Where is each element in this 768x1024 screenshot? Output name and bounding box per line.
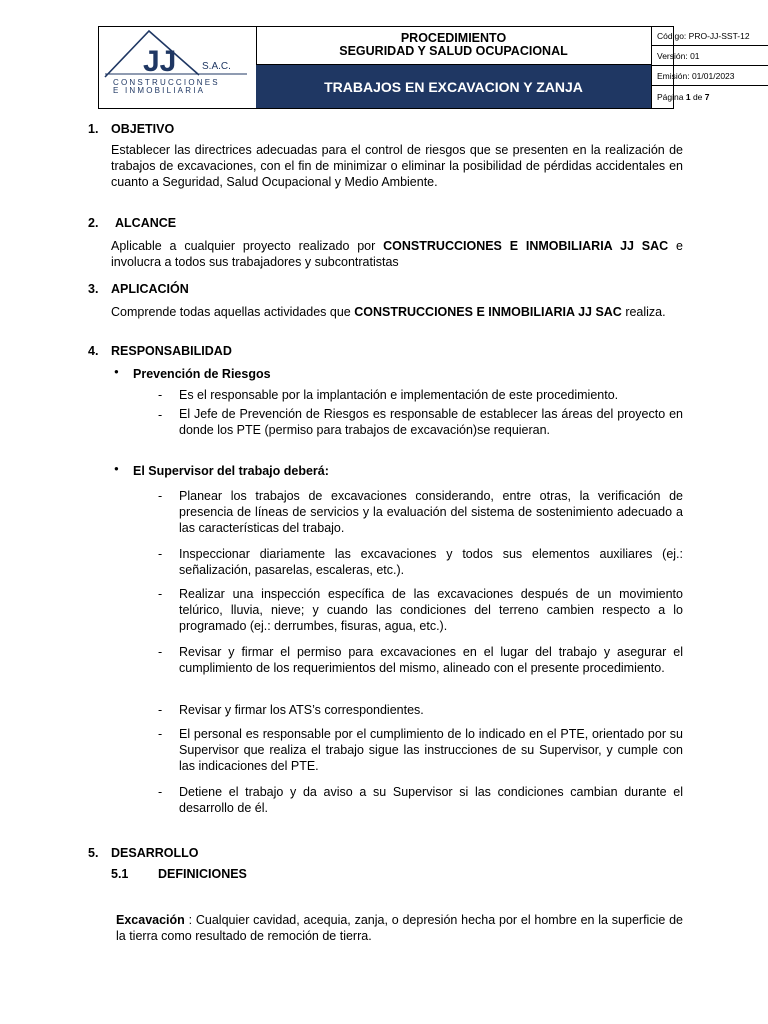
procedure-title [256,27,652,65]
bullet-icon: ● [114,367,119,376]
dash-icon: - [158,489,163,503]
title-line1: PROCEDIMIENTO [400,31,507,45]
logo-suffix: S.A.C. [202,61,231,72]
document-header [98,26,750,109]
section-1-text: Establecer las directrices adecuadas para el control de riesgos que se presenten en la realización de trabajos de excavaciones, con el fin de minimizar o eliminar la posibilidad de pérdidas accidentales en cuanto a Seguridad, Salud Ocupacional y Medio Ambiente. [111,143,683,189]
dash-icon: - [158,408,163,422]
logo-letters: JJ [143,45,177,78]
document-version: Versión: 01 [652,46,768,66]
list-item: Es el responsable por la implantación e implementación de este procedimiento. [179,388,619,402]
section-2-heading: 2. ALCANCE [88,216,177,230]
definition-excavacion: Excavación : Cualquier cavidad, acequia, zanja, o depresión hecha por el hombre en la superficie de la tierra como resultado de remoción de tierra. [116,913,683,943]
section-2-text: Aplicable a cualquier proyecto realizado por CONSTRUCCIONES E INMOBILIARIA JJ SAC e involucra a todos sus trabajadores y subcontratistas [111,239,683,269]
list-item: El Jefe de Prevención de Riesgos es responsable de establecer las áreas del proyecto en donde los PTE (permiso para trabajos de excavación)se requieran. [179,407,683,437]
bullet-prevencion: Prevención de Riesgos [133,367,271,381]
section-3-heading: 3. APLICACIÓN [88,282,189,296]
subsection-5-1-heading: 5.1 DEFINICIONES [111,867,247,881]
list-item: Planear los trabajos de excavaciones considerando, entre otras, la verificación de presencia de líneas de servicios y la evaluación del sistema de sostenimiento adecuado a las características del trabajo. [179,489,683,535]
procedure-subtitle: TRABAJOS EN EXCAVACION Y ZANJA [256,65,652,108]
list-item: Realizar una inspección específica de las excavaciones después de un movimiento telúrico, lluvia, nieve; y cuando las condiciones del terreno cambien respecto a lo programado (ej.: derrumbes, fisuras, agua, etc.). [179,587,683,633]
title-line2: SEGURIDAD Y SALUD OCUPACIONAL [339,44,568,58]
section-5-heading: 5. DESARROLLO [88,846,199,860]
dash-icon: - [158,785,163,799]
list-item: Detiene el trabajo y da aviso a su Supervisor si las condiciones cambian durante el desarrollo de él. [179,785,683,815]
dash-icon: - [158,645,163,659]
section-3-text: Comprende todas aquellas actividades que CONSTRUCCIONES E INMOBILIARIA JJ SAC realiza. [111,305,666,319]
page-number: Página 1 de 7 [657,92,710,102]
dash-icon: - [158,587,163,601]
dash-icon: - [158,703,163,717]
company-logo [99,27,257,108]
list-item: Revisar y firmar los ATS’s correspondientes. [179,703,424,717]
bullet-supervisor: El Supervisor del trabajo deberá: [133,464,329,478]
document-issue-date: Emisión: 01/01/2023 [652,66,768,86]
logo-line2: E INMOBILIARIA [113,86,206,95]
list-item: Revisar y firmar el permiso para excavaciones en el lugar del trabajo y asegurar el cumplimiento de los requerimientos del mismo, alineado con el presente procedimiento. [179,645,683,675]
logo-graphic [99,27,256,108]
dash-icon: - [158,388,163,402]
dash-icon: - [158,727,163,741]
bullet-icon: ● [114,464,119,473]
list-item: Inspeccionar diariamente las excavaciones y todos sus elementos auxiliares (ej.: señalización, pasarelas, escaleras, etc.). [179,547,683,577]
section-1-heading: 1. OBJETIVO [88,122,175,136]
list-item: El personal es responsable por el cumplimiento de lo indicado en el PTE, orientado por su Supervisor que realiza el trabajo sigue las instrucciones de su Supervisor, y cumple con las indicaciones del PTE. [179,727,683,773]
document-code: Código: PRO-JJ-SST-12 [652,27,768,46]
logo-line1: CONSTRUCCIONES [113,78,220,87]
dash-icon: - [158,547,163,561]
section-4-heading: 4. RESPONSABILIDAD [88,344,232,358]
